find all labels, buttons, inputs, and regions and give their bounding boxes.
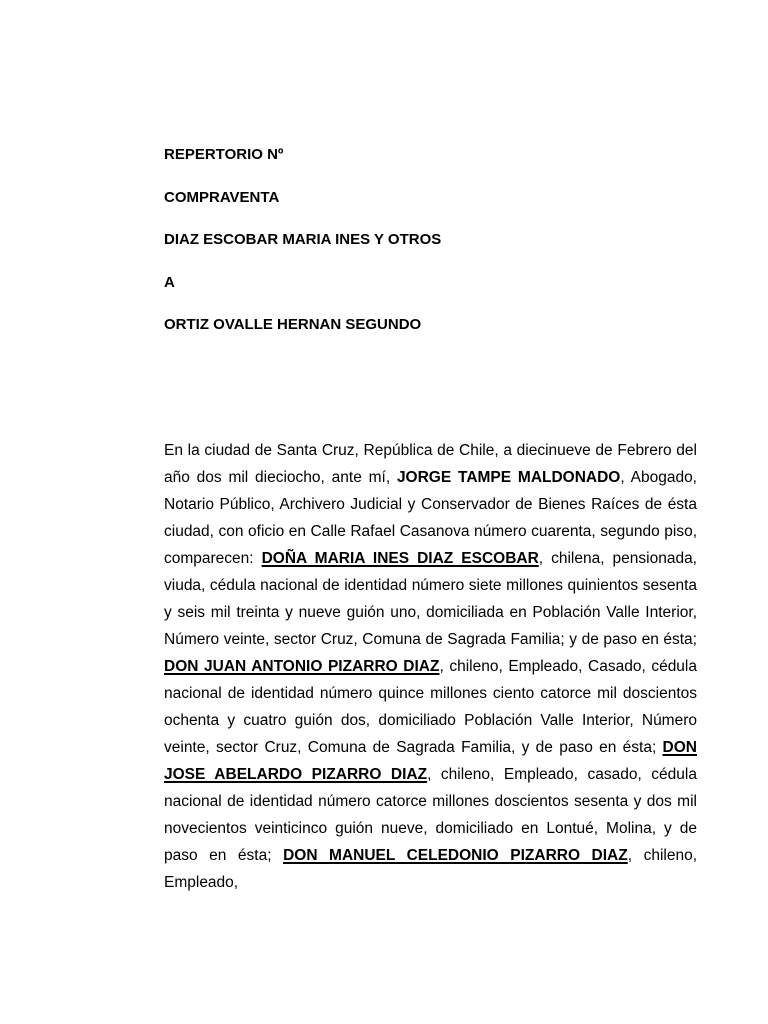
text-segment: , Abogado, Notario Público, Archivero Judicial y Conservador de Bienes Raíces de ésta ciudad, con oficio en Calle Rafael Casanova número cuarenta, segundo piso, comparecen: bbox=[164, 469, 697, 567]
repertorio-line: REPERTORIO Nº bbox=[164, 146, 284, 163]
text-segment: , chilena, pensionada, viuda, cédula nacional de identidad número siete millones quinientos sesenta y seis mil treinta y nueve guión uno, domiciliada en Población Valle Interior, Número veinte, sector Cruz, Comuna de Sagrada Familia; y de paso en ésta; bbox=[164, 550, 697, 648]
party-name-manuel-celedonio: DON MANUEL CELEDONIO PIZARRO DIAZ bbox=[283, 847, 628, 864]
seller-line: DIAZ ESCOBAR MARIA INES Y OTROS bbox=[164, 231, 442, 248]
notary-name: JORGE TAMPE MALDONADO bbox=[396, 469, 621, 486]
party-name-jose-abelardo: DON JOSE ABELARDO PIZARRO DIAZ bbox=[164, 739, 697, 783]
document-header bbox=[164, 145, 704, 358]
text-segment: En la ciudad de Santa Cruz, República de Chile, a diecinueve de Febrero del año dos mil dieciocho, ante mí, bbox=[164, 442, 697, 486]
text-segment: , chileno, Empleado, Casado, cédula nacional de identidad número quince millones ciento catorce mil doscientos ochenta y cuatro guión dos, domiciliado Población Valle Interior, Número veinte, sector Cruz, Comuna de Sagrada Familia, y de paso en ésta; bbox=[164, 658, 697, 756]
party-name-juan-antonio: DON JUAN ANTONIO PIZARRO DIAZ bbox=[164, 658, 440, 675]
buyer-line: ORTIZ OVALLE HERNAN SEGUNDO bbox=[164, 316, 422, 333]
text-segment: , chileno, Empleado, casado, cédula nacional de identidad número catorce millones doscientos sesenta y dos mil novecientos veinticinco guión nueve, domiciliado en Lontué, Molina, y de paso en ésta; bbox=[164, 766, 697, 864]
deed-paragraph bbox=[164, 437, 697, 896]
document-type-line: COMPRAVENTA bbox=[164, 188, 280, 206]
connector-line: A bbox=[164, 273, 175, 291]
party-name-maria-ines: DOÑA MARIA INES DIAZ ESCOBAR bbox=[261, 550, 539, 567]
text-segment: , chileno, Empleado, bbox=[164, 847, 698, 891]
